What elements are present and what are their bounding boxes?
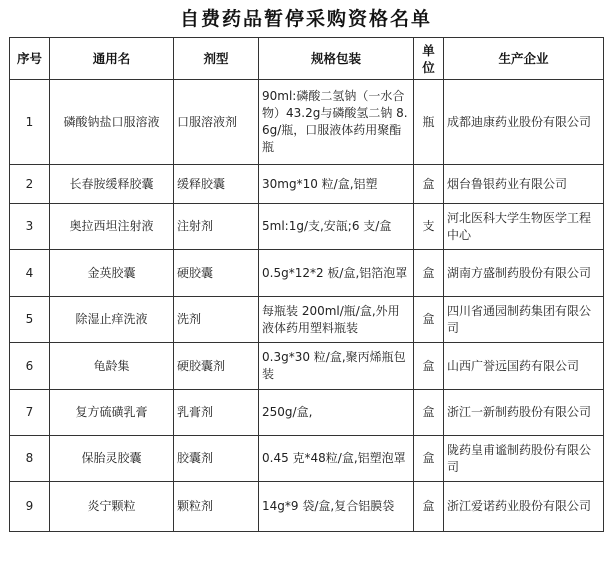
cell-name: 保胎灵胶囊 [50,436,174,482]
cell-name: 龟龄集 [50,343,174,390]
cell-form: 缓释胶囊 [174,165,259,204]
cell-name: 奥拉西坦注射液 [50,204,174,250]
cell-spec: 0.3g*30 粒/盒,聚丙烯瓶包装 [259,343,414,390]
cell-seq: 3 [10,204,50,250]
cell-maker: 山西广誉远国药有限公司 [444,343,604,390]
cell-spec: 90ml:磷酸二氢钠（一水合物）43.2g与磷酸氢二钠 8.6g/瓶，口服液体药用聚酯瓶 [259,80,414,165]
header-unit: 单位 [414,38,444,80]
cell-spec: 250g/盒, [259,390,414,436]
cell-form: 硬胶囊 [174,250,259,297]
cell-unit: 盒 [414,165,444,204]
cell-form: 胶囊剂 [174,436,259,482]
cell-maker: 河北医科大学生物医学工程中心 [444,204,604,250]
cell-form: 颗粒剂 [174,482,259,532]
document-title: 自费药品暂停采购资格名单 [179,8,432,30]
table-row [10,297,604,343]
cell-seq: 7 [10,390,50,436]
cell-seq: 2 [10,165,50,204]
cell-maker: 湖南方盛制药股份有限公司 [444,250,604,297]
cell-spec: 0.5g*12*2 板/盒,铝箔泡罩 [259,250,414,297]
cell-maker: 浙江一新制药股份有限公司 [444,390,604,436]
cell-unit: 盒 [414,436,444,482]
drug-list-table [9,37,604,532]
table-row [10,250,604,297]
cell-spec: 30mg*10 粒/盒,铝塑 [259,165,414,204]
cell-name: 除湿止痒洗液 [50,297,174,343]
cell-name: 金英胶囊 [50,250,174,297]
cell-spec: 14g*9 袋/盒,复合铝膜袋 [259,482,414,532]
cell-seq: 9 [10,482,50,532]
header-spec: 规格包装 [259,38,414,80]
cell-unit: 盒 [414,297,444,343]
cell-unit: 盒 [414,343,444,390]
cell-unit: 瓶 [414,80,444,165]
cell-maker: 成都迪康药业股份有限公司 [444,80,604,165]
cell-form: 洗剂 [174,297,259,343]
table-header-row [10,38,604,80]
cell-form: 硬胶囊剂 [174,343,259,390]
cell-spec: 0.45 克*48粒/盒,铝塑泡罩 [259,436,414,482]
cell-name: 炎宁颗粒 [50,482,174,532]
cell-form: 口服溶液剂 [174,80,259,165]
cell-maker: 浙江爱诺药业股份有限公司 [444,482,604,532]
header-form: 剂型 [174,38,259,80]
header-seq: 序号 [10,38,50,80]
cell-name: 长春胺缓释胶囊 [50,165,174,204]
cell-unit: 支 [414,204,444,250]
table-row [10,165,604,204]
cell-seq: 8 [10,436,50,482]
header-maker: 生产企业 [444,38,604,80]
cell-seq: 6 [10,343,50,390]
cell-maker: 四川省通园制药集团有限公司 [444,297,604,343]
cell-spec: 5ml:1g/支,安瓿;6 支/盒 [259,204,414,250]
table-row [10,390,604,436]
table-row [10,436,604,482]
cell-spec: 每瓶装 200ml/瓶/盒,外用液体药用塑料瓶装 [259,297,414,343]
table-row [10,80,604,165]
cell-unit: 盒 [414,482,444,532]
cell-maker: 烟台鲁银药业有限公司 [444,165,604,204]
cell-seq: 1 [10,80,50,165]
cell-seq: 4 [10,250,50,297]
cell-name: 磷酸钠盐口服溶液 [50,80,174,165]
cell-name: 复方硫磺乳膏 [50,390,174,436]
table-row [10,343,604,390]
table-row [10,482,604,532]
cell-form: 注射剂 [174,204,259,250]
cell-form: 乳膏剂 [174,390,259,436]
cell-unit: 盒 [414,250,444,297]
table-row [10,204,604,250]
cell-maker: 陇药皇甫谧制药股份有限公司 [444,436,604,482]
cell-unit: 盒 [414,390,444,436]
cell-seq: 5 [10,297,50,343]
header-name: 通用名 [50,38,174,80]
